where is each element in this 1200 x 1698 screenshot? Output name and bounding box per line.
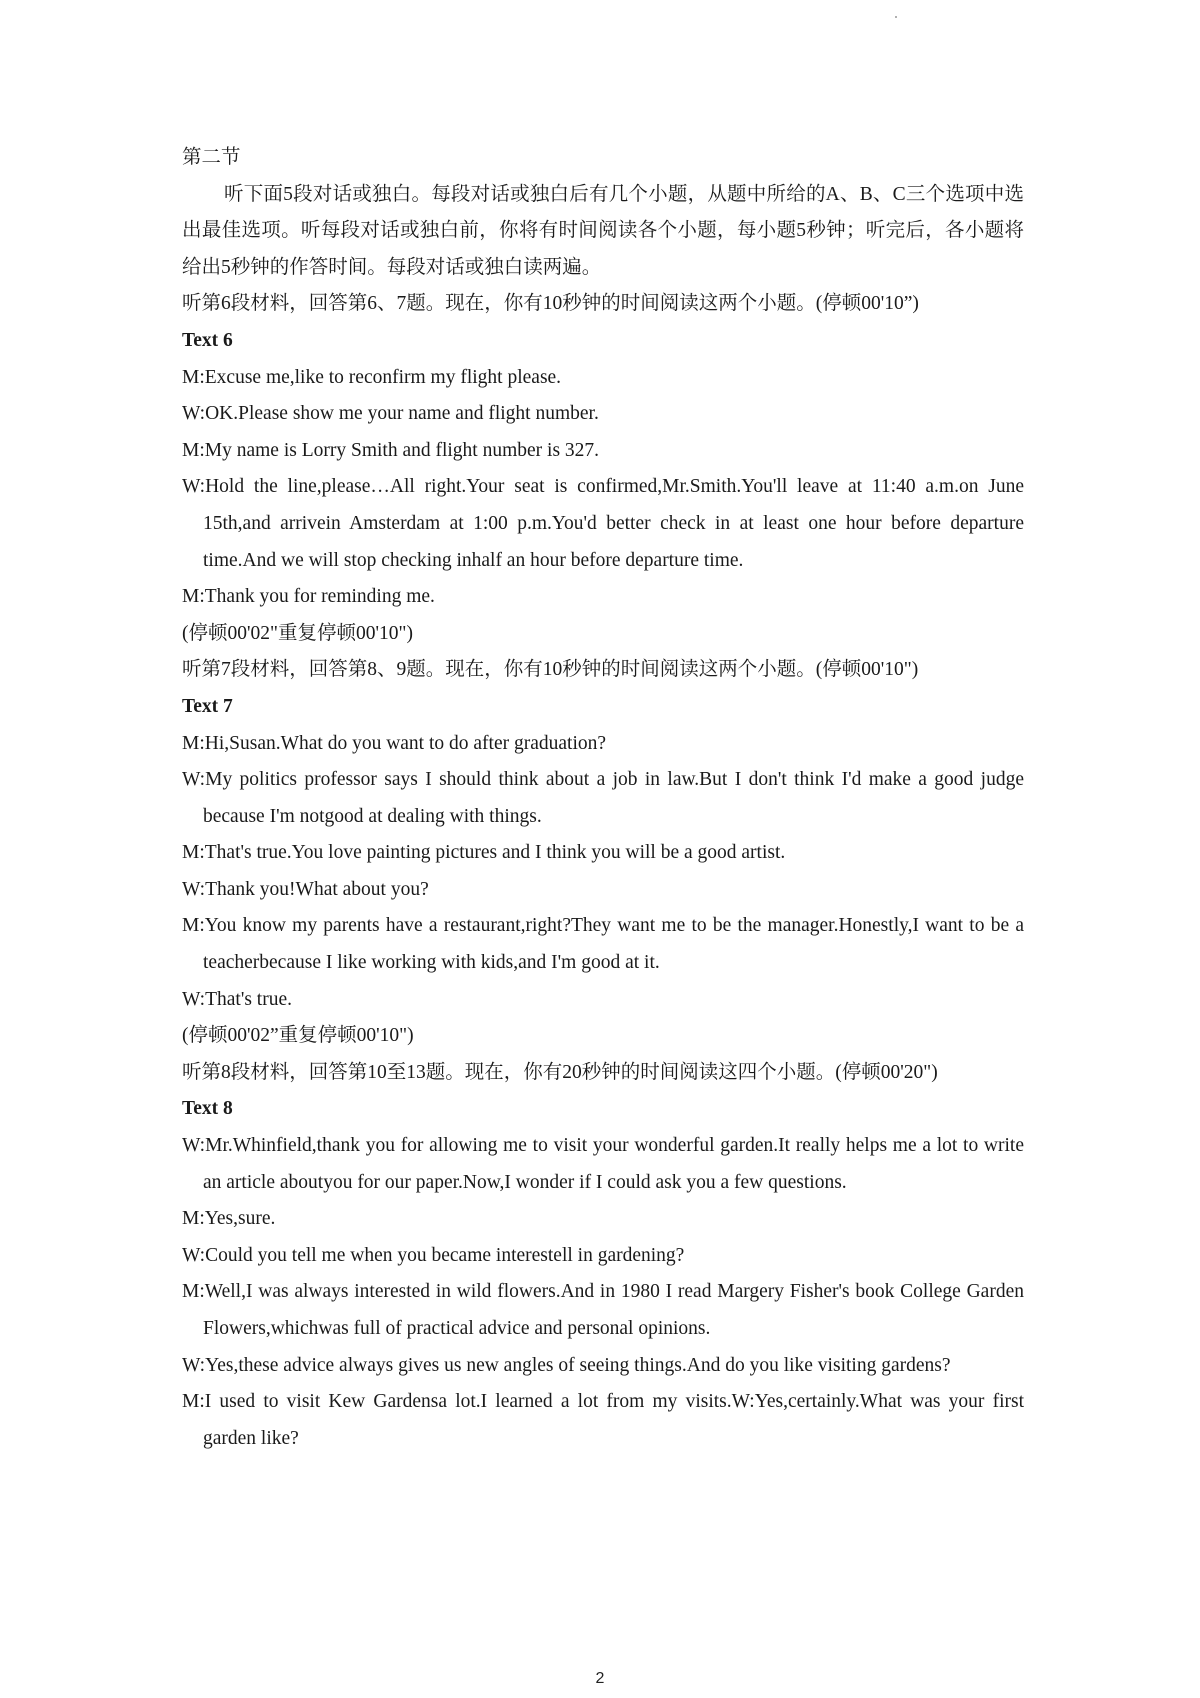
text7-line: M:That's true.You love painting pictures and I think you will be a good artist. — [182, 842, 786, 864]
text6-line: W:OK.Please show me your name and flight number. — [182, 403, 599, 425]
section-title: 第二节 — [182, 147, 241, 168]
text6-line: W:Hold the line,please…All right.Your seat is confirmed,Mr.Smith.You'll leave at 11:40 a.m.on June 15th,and arrivein Amsterdam at 1:00 p.m.You'd better check in at least one hour before departure time.And we will stop checking inhalf an hour before departure time. — [182, 476, 1024, 571]
text8-title: Text 8 — [182, 1098, 233, 1120]
text8-line: M:Yes,sure. — [182, 1208, 276, 1230]
text7-line: W:That's true. — [182, 988, 293, 1010]
text7-pause: (停顿00'02”重复停顿00'10") — [182, 1025, 414, 1047]
text7-line: M:You know my parents have a restaurant,right?They want me to be the manager.Honestly,I want to be a teacherbecause I like working with kids,and I'm good at it. — [182, 915, 1024, 974]
text6-pause: (停顿00'02"重复停顿00'10") — [182, 622, 413, 644]
text6-line: M:Thank you for reminding me. — [182, 586, 435, 608]
text7-line: M:Hi,Susan.What do you want to do after graduation? — [182, 732, 607, 754]
text6-prompt: 听第6段材料，回答第6、7题。现在，你有10秒钟的时间阅读这两个小题。(停顿00'10”) — [182, 293, 919, 315]
text7-line: W:Thank you!What about you? — [182, 878, 429, 900]
scan-speck — [895, 16, 897, 18]
text6-line: M:My name is Lorry Smith and flight number is 327. — [182, 439, 600, 461]
instructions-paragraph: 听下面5段对话或独白。每段对话或独白后有几个小题，从题中所给的A、B、C三个选项中选出最佳选项。听每段对话或独白前，你将有时间阅读各个小题，每小题5秒钟；听完后，各小题将给出5秒钟的作答时间。每段对话或独白读两遍。 — [182, 183, 1024, 278]
document-body — [182, 140, 1024, 1457]
text6-title: Text 6 — [182, 329, 233, 351]
text8-line: M:I used to visit Kew Gardensa lot.I learned a lot from my visits.W:Yes,certainly.What was your first garden like? — [182, 1391, 1024, 1449]
text8-prompt: 听第8段材料，回答第10至13题。现在，你有20秒钟的时间阅读这四个小题。(停顿00'20") — [182, 1061, 938, 1083]
text7-line: W:My politics professor says I should think about a job in law.But I don't think I'd make a good judge because I'm notgood at dealing with things. — [182, 769, 1024, 827]
page-number: 2 — [595, 1670, 605, 1687]
text8-line: W:Yes,these advice always gives us new angles of seeing things.And do you like visiting gardens? — [182, 1354, 951, 1376]
text7-title: Text 7 — [182, 695, 233, 717]
text6-line: M:Excuse me,like to reconfirm my flight please. — [182, 366, 562, 388]
text7-prompt: 听第7段材料，回答第8、9题。现在，你有10秒钟的时间阅读这两个小题。(停顿00'10") — [182, 659, 919, 681]
text8-line: M:Well,I was always interested in wild flowers.And in 1980 I read Margery Fisher's book College Garden Flowers,whichwas full of practical advice and personal opinions. — [182, 1281, 1024, 1339]
text8-line: W:Could you tell me when you became interestell in gardening? — [182, 1244, 685, 1266]
text8-line: W:Mr.Whinfield,thank you for allowing me to visit your wonderful garden.It really helps me a lot to write an article aboutyou for our paper.Now,I wonder if I could ask you a few questions. — [182, 1135, 1024, 1193]
